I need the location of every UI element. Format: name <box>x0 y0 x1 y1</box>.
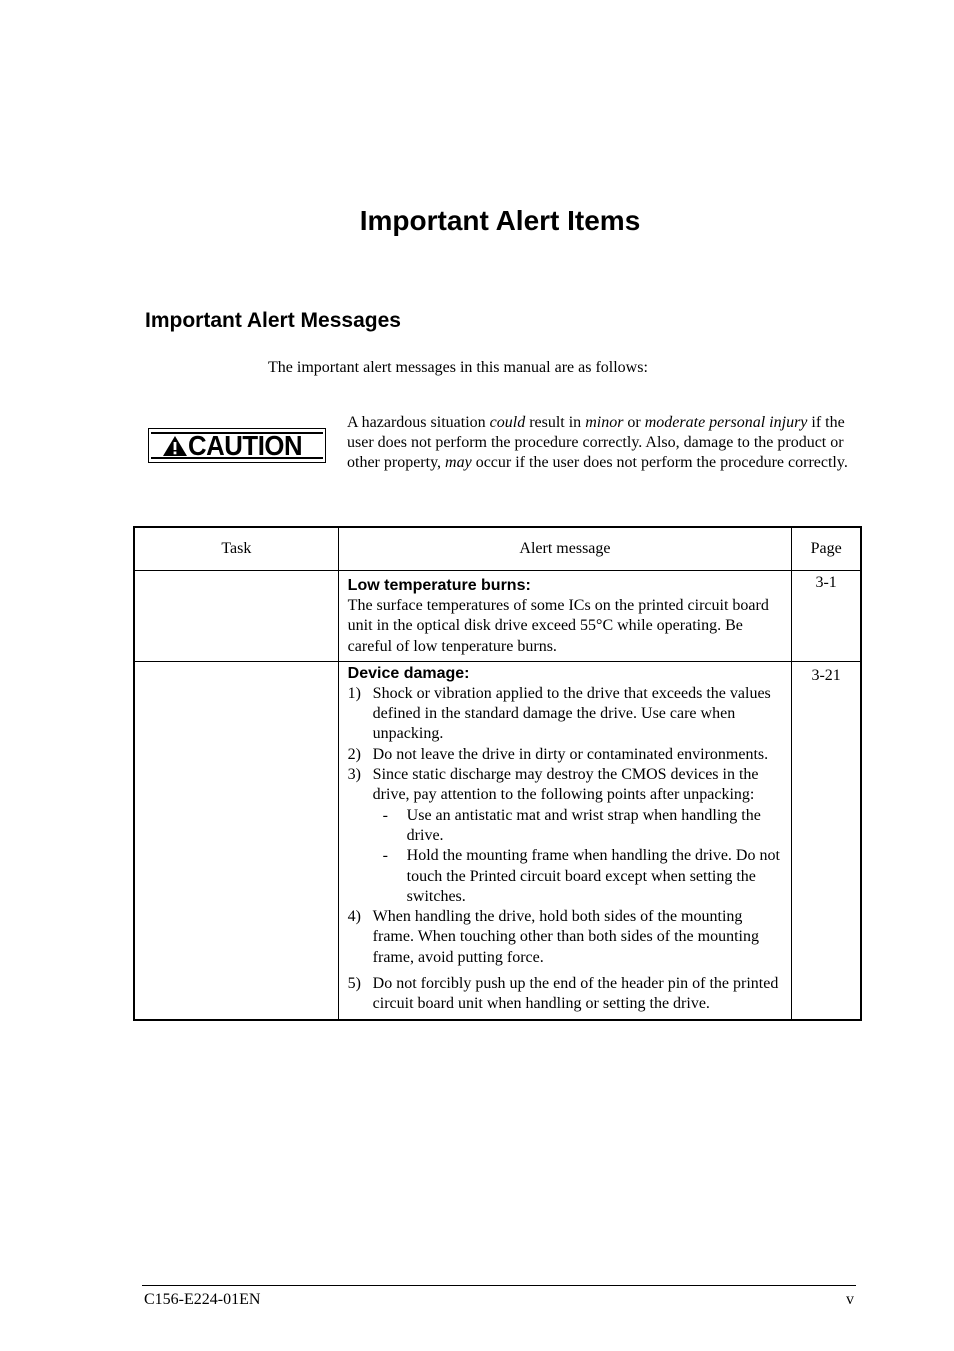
list-item: 5) Do not forcibly push up the end of the header pin of the printed circuit board unit when handling or setting the drive. <box>347 975 779 1013</box>
page-title: Important Alert Items <box>359 205 641 236</box>
footer-divider <box>142 1285 856 1286</box>
sub-list-item: - Hold the mounting frame when handling the drive. Do not touch the Printed circuit board except when setting the switches. <box>382 847 780 905</box>
list-item: 3) Since static discharge may destroy the CMOS devices in the drive, pay attention to the following points after unpacking: - Use an antistatic mat and wrist strap when handling the drive. - Hold the mounting frame when handling the drive. Do not touch the Printed circuit board except when setting the switches. <box>348 765 783 907</box>
footer-page-number: v <box>846 1291 854 1308</box>
alert-body: The surface temperatures of some ICs on the printed circuit board unit in the optical disk drive exceed 55°C while operating. Be careful of low tenperature burns. <box>347 597 769 655</box>
table-row <box>134 571 861 662</box>
list-item: 1) Shock or vibration applied to the drive that exceeds the values defined in the standard damage the drive. Use care when unpacking. <box>347 684 771 743</box>
section-heading: Important Alert Messages <box>145 309 401 332</box>
alert-title: Device damage: <box>347 664 470 682</box>
alert-message-cell <box>338 571 792 662</box>
table-row <box>134 661 861 1019</box>
page-ref-cell: 3-21 <box>792 661 861 1019</box>
caution-signal-word <box>148 428 326 463</box>
list-item: 2) Do not leave the drive in dirty or contaminated environments. <box>347 745 769 763</box>
warning-triangle-icon <box>162 435 188 457</box>
sub-list-item: - Use an antistatic mat and wrist strap when handling the drive. <box>382 806 761 844</box>
alert-table <box>133 526 862 1021</box>
caution-label: CAUTION <box>187 429 303 461</box>
intro-text: The important alert messages in this manual are as follows: <box>268 359 648 376</box>
alert-list <box>348 684 783 1015</box>
alert-message-cell <box>338 661 792 1019</box>
header-task: Task <box>134 527 338 571</box>
list-item: 4) When handling the drive, hold both sides of the mounting frame. When touching other than both sides of the mounting frame, avoid putting force. <box>347 908 759 966</box>
caution-description: A hazardous situation could result in minor or moderate personal injury if the user does not perform the procedure correctly. Also, damage to the product or other property, may occur if the user does not perform the procedure correctly. <box>347 414 848 471</box>
task-cell <box>134 661 338 1019</box>
sub-list <box>373 806 783 907</box>
page-ref-cell: 3-1 <box>792 571 861 662</box>
header-alert-message: Alert message <box>338 527 792 571</box>
table-header-row <box>134 527 861 571</box>
footer-doc-id: C156-E224-01EN <box>144 1291 261 1308</box>
header-page: Page <box>792 527 861 571</box>
task-cell <box>134 571 338 662</box>
alert-title: Low temperature burns: <box>347 577 531 594</box>
